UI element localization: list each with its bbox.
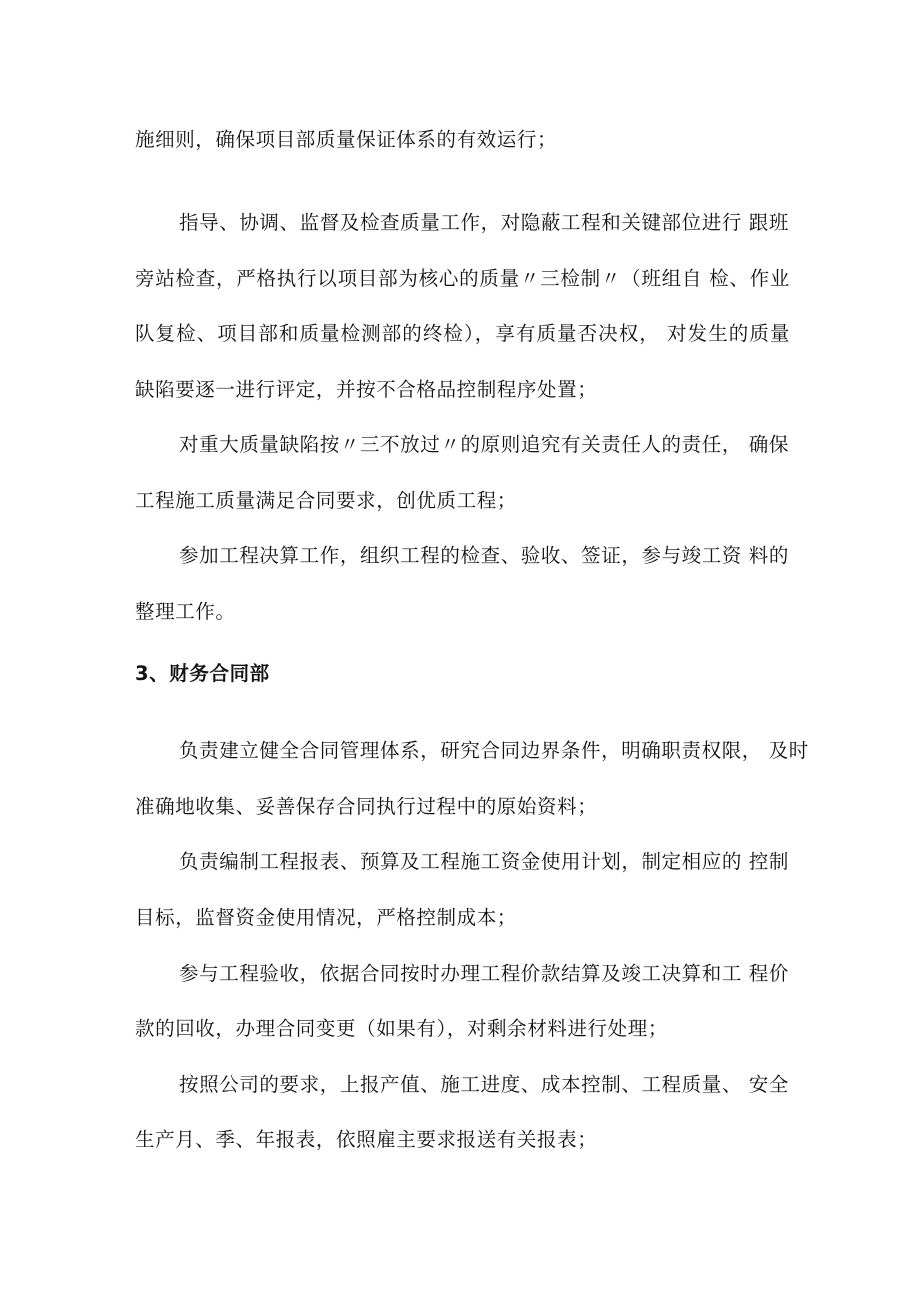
paragraph-line: 款的回收，办理合同变更（如果有），对剩余材料进行处理；: [135, 1017, 668, 1040]
paragraph-line: 工程施工质量满足合同要求，创优质工程；: [135, 489, 517, 512]
paragraph-line: 对重大质量缺陷按〃三不放过〃的原则追究有关责任人的责任， 确保: [179, 433, 789, 456]
paragraph-line: 参与工程验收，依据合同按时办理工程价款结算及竣工决算和工 程价: [179, 962, 789, 985]
paragraph-line: 旁站检查，严格执行以项目部为核心的质量〃三检制〃（班组自 检、作业: [135, 267, 790, 290]
paragraph-line: 准确地收集、妥善保存合同执行过程中的原始资料；: [135, 795, 598, 818]
paragraph-line: 按照公司的要求，上报产值、施工进度、成本控制、工程质量、 安全: [179, 1073, 789, 1096]
paragraph-line: 参加工程决算工作，组织工程的检查、验收、签证，参与竣工资 料的: [179, 544, 789, 567]
paragraph-line: 缺陷要逐一进行评定，并按不合格品控制程序处置；: [135, 378, 598, 401]
paragraph-line: 生产月、季、年报表，依照雇主要求报送有关报表；: [135, 1128, 598, 1151]
paragraph-line: 目标，监督资金使用情况，严格控制成本；: [135, 906, 517, 929]
paragraph-line: 施细则，确保项目部质量保证体系的有效运行；: [135, 128, 558, 151]
paragraph-line: 负责建立健全合同管理体系，研究合同边界条件，明确职责权限， 及时: [179, 739, 809, 762]
paragraph-line: 负责编制工程报表、预算及工程施工资金使用计划，制定相应的 控制: [179, 850, 789, 873]
section-heading: 3、财务合同部: [135, 662, 270, 685]
paragraph-line: 整理工作。: [135, 600, 236, 623]
paragraph-line: 指导、协调、监督及检查质量工作，对隐蔽工程和关键部位进行 跟班: [179, 211, 789, 234]
paragraph-line: 队复检、项目部和质量检测部的终检），享有质量否决权， 对发生的质量: [135, 322, 790, 345]
